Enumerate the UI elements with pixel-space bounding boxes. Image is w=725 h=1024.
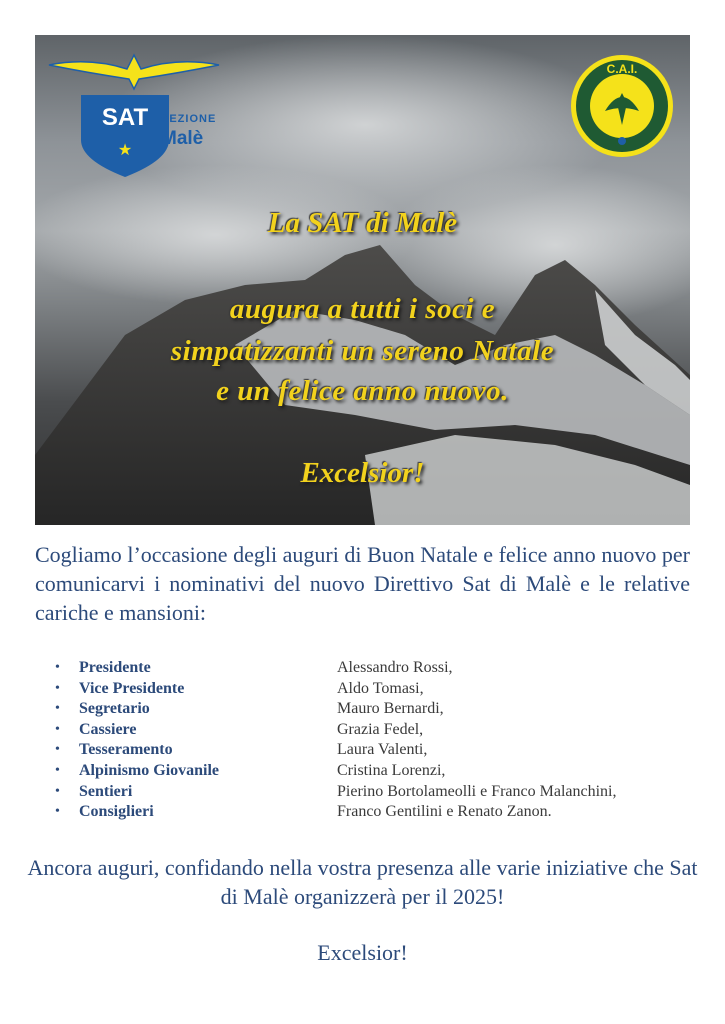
role-person: Grazia Fedel, — [337, 720, 424, 738]
final-motto: Excelsior! — [317, 940, 408, 965]
role-name: Cassiere — [79, 720, 137, 738]
bullet: • — [55, 680, 60, 696]
role-person: Alessandro Rossi, — [337, 659, 453, 676]
role-name: Alpinismo Giovanile — [79, 761, 220, 779]
role-row — [55, 782, 715, 803]
role-row — [55, 720, 715, 741]
closing-paragraph: Ancora auguri, confidando nella vostra presenza alle varie iniziative che Sat di Malè organizzerà per il 2025! — [27, 855, 698, 909]
intro-paragraph: Cogliamo l’occasione degli auguri di Buon Natale e felice anno nuovo per comunicarvi i nominativi del nuovo Direttivo Sat di Malè e le relative cariche e mansioni: — [35, 542, 690, 625]
role-row — [55, 679, 715, 700]
greeting-line-1: augura a tutti i soci e — [229, 293, 496, 325]
role-name: Presidente — [79, 659, 151, 676]
cai-alpinismo-giovanile-logo — [569, 53, 675, 159]
role-person: Laura Valenti, — [337, 741, 428, 759]
role-name: Consiglieri — [79, 803, 154, 821]
greeting-banner — [35, 35, 690, 525]
sat-section-label: SEZIONE — [161, 113, 217, 125]
bullet: • — [55, 660, 60, 675]
sat-section-name: Malè — [161, 128, 204, 149]
role-person: Aldo Tomasi, — [337, 679, 424, 697]
role-person: Mauro Bernardi, — [337, 700, 444, 718]
role-name: Tesseramento — [79, 741, 173, 759]
role-row — [55, 658, 715, 679]
greeting-line-3: e un felice anno nuovo. — [216, 375, 509, 407]
banner-motto: Excelsior! — [300, 457, 425, 489]
bullet: • — [55, 742, 60, 758]
bullet: • — [55, 762, 60, 778]
bullet: • — [55, 783, 60, 799]
sat-logo-letters: SAT — [101, 104, 149, 131]
cai-top-text: C.A.I. — [606, 62, 638, 76]
bullet: • — [55, 804, 60, 820]
role-name: Segretario — [79, 700, 150, 718]
role-name: Sentieri — [79, 782, 133, 800]
role-row — [55, 761, 715, 782]
role-row — [55, 740, 715, 761]
role-person: Cristina Lorenzi, — [337, 761, 446, 779]
board-roles-list — [55, 658, 715, 823]
role-row — [55, 699, 715, 720]
role-name: Vice Presidente — [79, 679, 185, 697]
svg-text:★: ★ — [117, 142, 133, 159]
role-person: Pierino Bortolameolli e Franco Malanchini, — [337, 782, 617, 800]
banner-title: La SAT di Malè — [267, 207, 458, 239]
role-row — [55, 802, 715, 823]
role-person: Franco Gentilini e Renato Zanon. — [337, 803, 552, 821]
bullet: • — [55, 701, 60, 717]
bullet: • — [55, 721, 60, 737]
greeting-line-2: simpatizzanti un sereno Natale — [170, 335, 555, 367]
